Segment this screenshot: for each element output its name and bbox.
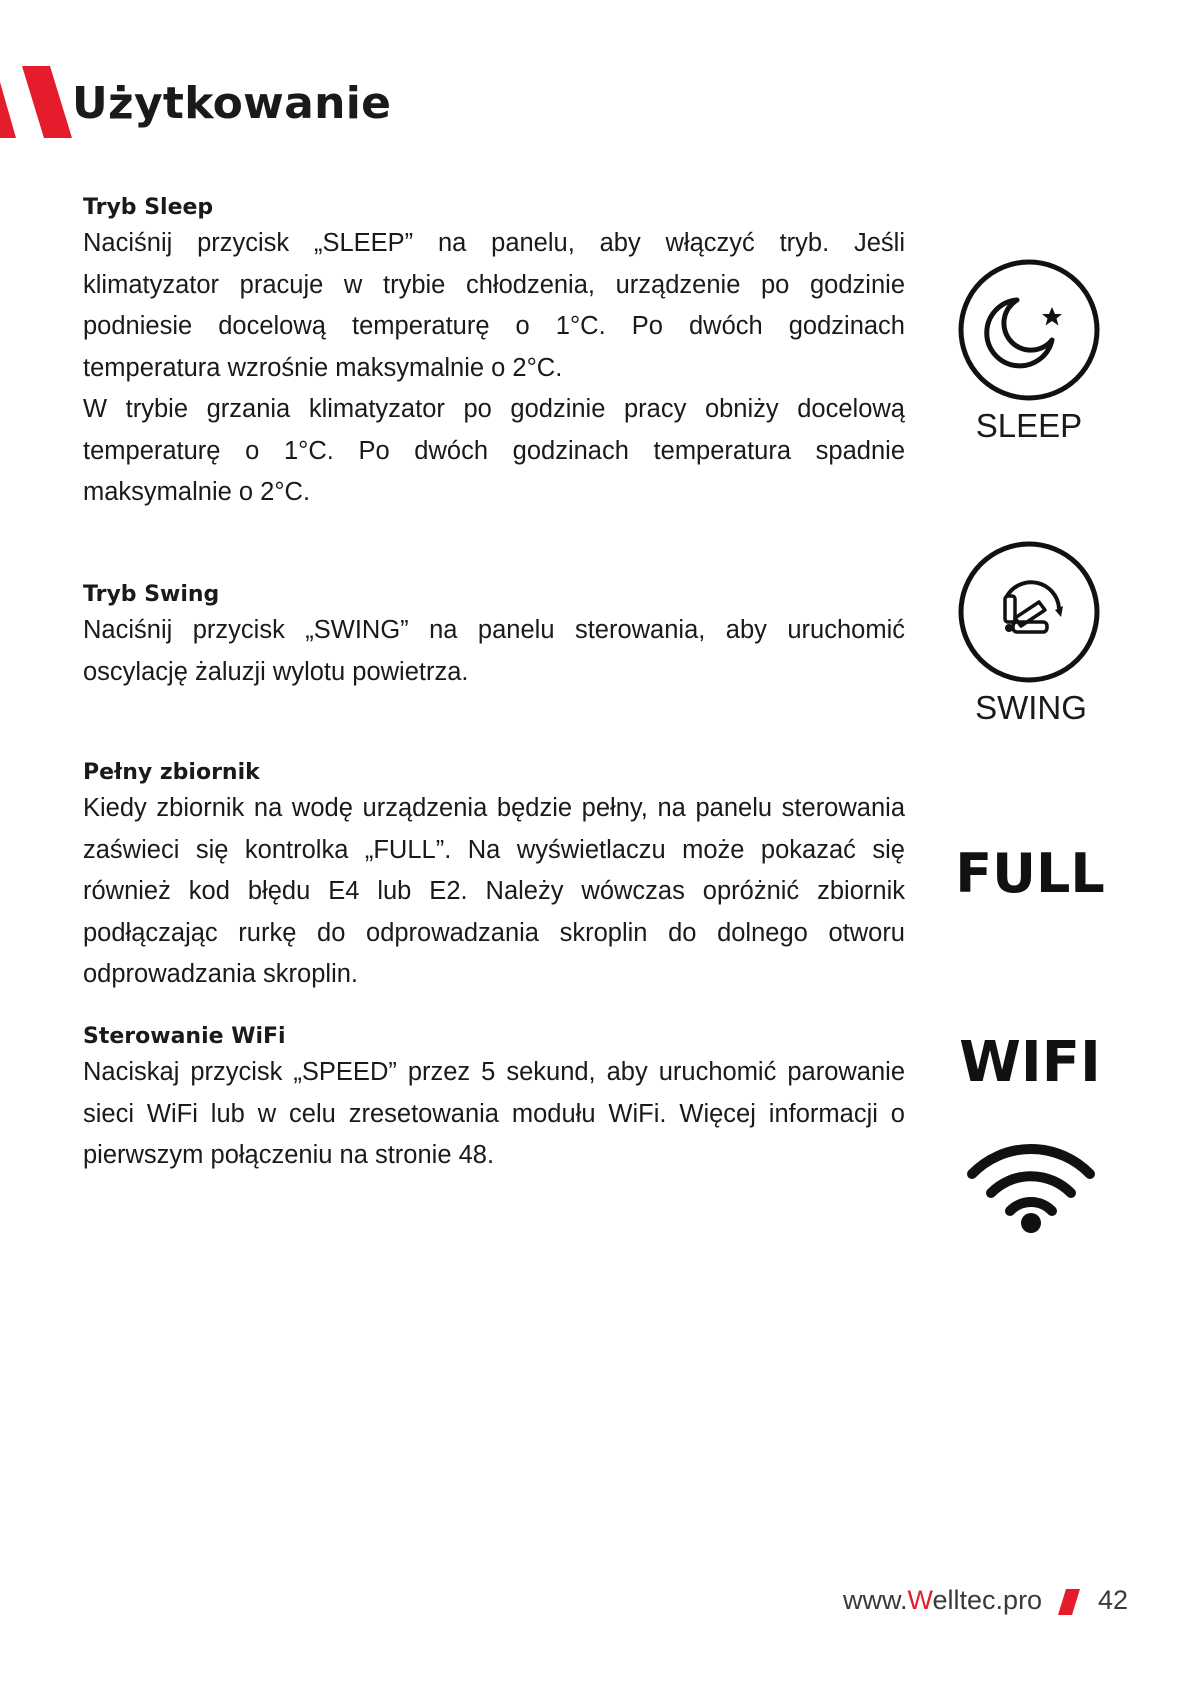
wifi-icon bbox=[966, 1138, 1096, 1234]
section-paragraph: Kiedy zbiornik na wodę urządzenia będzie pełny, na panelu sterowania zaświeci się kontrolka „FULL”. Na wyświetlaczu może pokazać się również kod błędu E4 lub E2. Należy wówczas opróżnić zbiornik podłączając rurkę do odprowadzania skroplin do dolnego otworu odprowadzania skroplin. bbox=[83, 794, 905, 988]
section-paragraph: Naciśnij przycisk „SLEEP” na panelu, aby włączyć tryb. Jeśli klimatyzator pracuje w trybie chłodzenia, urządzenie po godzinie podniesie docelową temperaturę o 1°C. Po dwóch godzinach temperatura wzrośnie maksymalnie o 2°C. bbox=[83, 229, 905, 382]
sleep-label: SLEEP bbox=[975, 407, 1083, 444]
swing-button-icon bbox=[957, 540, 1101, 684]
page-number: 42 bbox=[1098, 1585, 1129, 1615]
footer-slash-icon bbox=[1058, 1589, 1080, 1615]
moon-star-icon bbox=[957, 258, 1101, 402]
footer-url-prefix: www. bbox=[843, 1585, 908, 1615]
footer-url-brand: W bbox=[907, 1585, 933, 1615]
sleep-button-icon bbox=[957, 258, 1101, 402]
footer-url-rest: elltec.pro bbox=[932, 1585, 1043, 1615]
section-paragraph: Naciśnij przycisk „SWING” na panelu sterowania, aby uruchomić oscylację żaluzji wylotu powietrza. bbox=[83, 616, 905, 686]
swing-louver-icon bbox=[957, 540, 1101, 684]
section-paragraph: W trybie grzania klimatyzator po godzinie pracy obniży docelową temperaturę o 1°C. Po dwóch godzinach temperatura spadnie maksymalnie o 2°C. bbox=[83, 395, 905, 506]
swing-label: SWING bbox=[975, 689, 1087, 726]
section-heading: Sterowanie WiFi bbox=[83, 1024, 286, 1049]
section-sleep bbox=[83, 193, 905, 514]
section-wifi bbox=[83, 1022, 905, 1177]
full-indicator-label: FULL bbox=[955, 842, 1105, 905]
section-full-tank bbox=[83, 758, 905, 996]
section-heading: Tryb Swing bbox=[83, 582, 220, 607]
section-heading: Pełny zbiornik bbox=[83, 760, 260, 785]
section-heading: Tryb Sleep bbox=[83, 195, 214, 220]
wifi-indicator-label: WIFI bbox=[959, 1030, 1101, 1095]
brand-slash-logo bbox=[0, 66, 74, 138]
page-title: Użytkowanie bbox=[72, 78, 392, 129]
section-swing bbox=[83, 580, 905, 693]
section-paragraph: Naciskaj przycisk „SPEED” przez 5 sekund, aby uruchomić parowanie sieci WiFi lub w celu zresetowania modułu WiFi. Więcej informacji o pierwszym połączeniu na stronie 48. bbox=[83, 1058, 905, 1169]
footer-website[interactable] bbox=[843, 1583, 1042, 1617]
